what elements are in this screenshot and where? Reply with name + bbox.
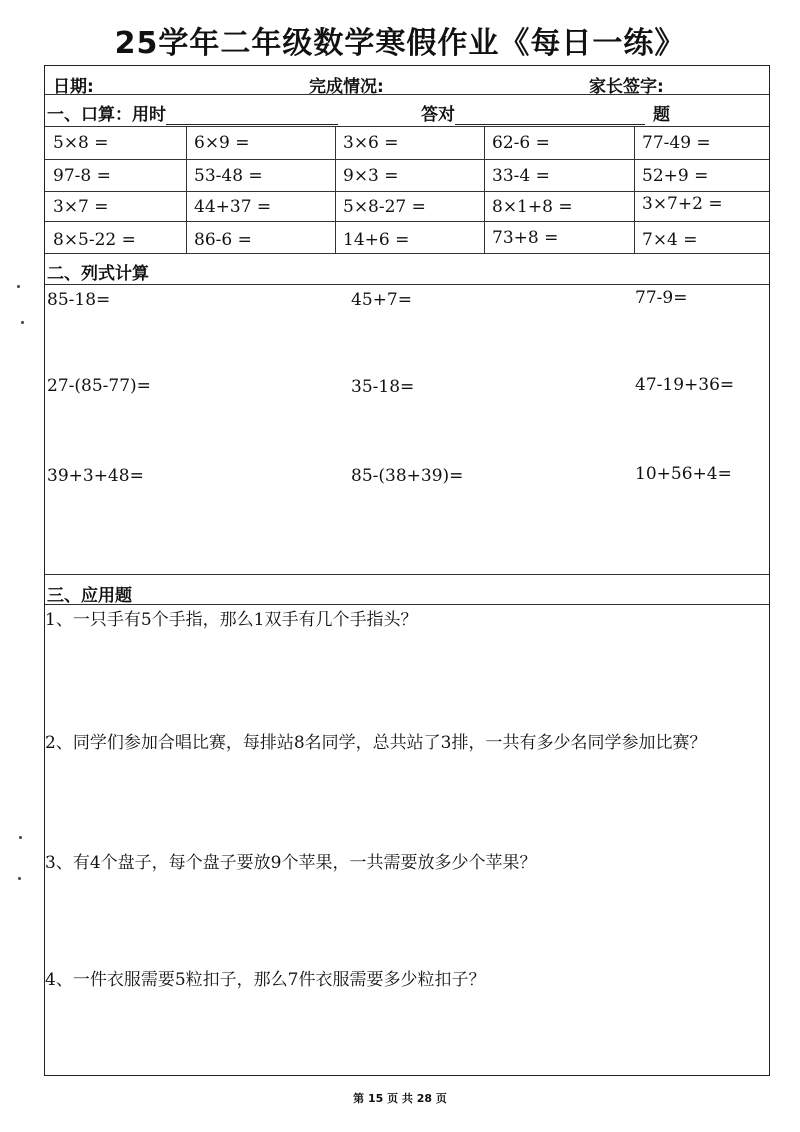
scan-speck	[19, 836, 22, 839]
oral-calc-cell: 9×3 =	[343, 166, 399, 186]
oral-calc-cell: 14+6 =	[343, 230, 410, 250]
time-blank[interactable]	[166, 106, 338, 125]
written-calc-item: 47-19+36=	[635, 375, 735, 395]
written-calc-item: 85-18=	[47, 290, 111, 310]
grid-line	[186, 126, 187, 253]
worksheet-frame	[44, 65, 770, 1076]
oral-calc-cell: 44+37 =	[194, 197, 272, 217]
written-calc-item: 39+3+48=	[47, 466, 144, 486]
oral-calc-cell: 33-4 =	[492, 166, 550, 186]
section1-score: 答对 题	[421, 105, 670, 125]
divider	[45, 94, 769, 95]
written-calc-item: 27-(85-77)=	[47, 376, 151, 396]
divider	[45, 574, 769, 575]
grid-line	[484, 126, 485, 253]
written-calc-item: 10+56+4=	[635, 464, 732, 484]
oral-calc-cell: 77-49 =	[642, 133, 711, 153]
oral-calc-cell: 6×9 =	[194, 133, 250, 153]
grid-line	[45, 159, 769, 160]
divider	[45, 604, 769, 605]
grid-line	[45, 191, 769, 192]
grid-line	[634, 126, 635, 253]
oral-calc-cell: 52+9 =	[642, 166, 709, 186]
oral-calc-cell: 62-6 =	[492, 133, 550, 153]
word-problem: 4、一件衣服需要5粒扣子，那么7件衣服需要多少粒扣子？	[45, 970, 486, 990]
worksheet-title: 25学年二年级数学寒假作业《每日一练》	[114, 26, 686, 61]
section2-label: 二、列式计算	[47, 264, 149, 284]
correct-count-blank[interactable]	[455, 106, 645, 125]
page-number: 第 15 页 共 28 页	[353, 1092, 447, 1105]
section1-label: 一、口算：用时	[47, 100, 338, 125]
word-problem: 2、同学们参加合唱比赛，每排站8名同学，总共站了3排，一共有多少名同学参加比赛？	[45, 733, 707, 753]
oral-calc-cell: 3×6 =	[343, 133, 399, 153]
divider	[45, 126, 769, 127]
oral-calc-cell: 5×8 =	[53, 133, 109, 153]
divider	[45, 284, 769, 285]
oral-calc-cell: 3×7+2 =	[642, 194, 723, 214]
grid-line	[335, 126, 336, 253]
scan-speck	[18, 877, 21, 880]
scan-speck	[21, 321, 24, 324]
completion-label: 完成情况:	[309, 77, 384, 97]
oral-calc-cell: 86-6 =	[194, 230, 252, 250]
parent-sign-label: 家长签字:	[589, 77, 664, 97]
oral-calc-cell: 5×8-27 =	[343, 197, 426, 217]
date-label: 日期:	[53, 77, 94, 97]
oral-calc-cell: 73+8 =	[492, 228, 559, 248]
oral-calc-cell: 7×4 =	[642, 230, 698, 250]
written-calc-item: 85-(38+39)=	[351, 466, 464, 486]
word-problem: 3、有4个盘子，每个盘子要放9个苹果，一共需要放多少个苹果？	[45, 853, 537, 873]
word-problem: 1、一只手有5个手指，那么1双手有几个手指头？	[45, 610, 418, 630]
section3-label: 三、应用题	[47, 586, 132, 606]
oral-calc-cell: 3×7 =	[53, 197, 109, 217]
oral-calc-cell: 8×1+8 =	[492, 197, 573, 217]
grid-line	[45, 221, 769, 222]
written-calc-item: 45+7=	[351, 290, 412, 310]
oral-calc-cell: 97-8 =	[53, 166, 111, 186]
written-calc-item: 35-18=	[351, 377, 415, 397]
scan-speck	[17, 285, 20, 288]
written-calc-item: 77-9=	[635, 288, 688, 308]
oral-calc-cell: 8×5-22 =	[53, 230, 136, 250]
divider	[45, 253, 769, 254]
oral-calc-cell: 53-48 =	[194, 166, 263, 186]
